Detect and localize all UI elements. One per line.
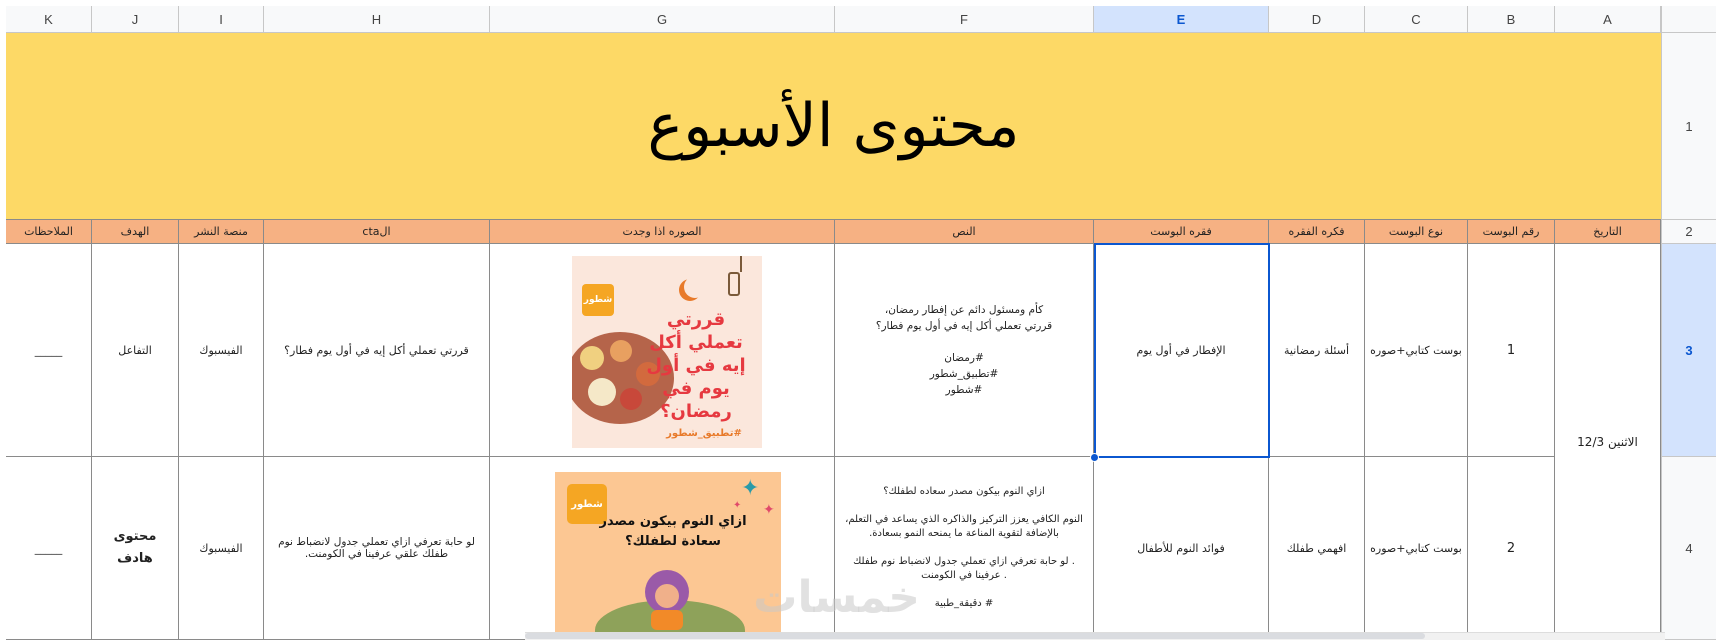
cell-goal-1[interactable]	[92, 244, 179, 457]
scrollbar-thumb[interactable]	[525, 633, 1425, 639]
cell-type-2[interactable]	[1365, 457, 1468, 640]
header-idea[interactable]: فكره الفقره	[1269, 220, 1365, 244]
lantern-icon	[728, 272, 740, 296]
idea-text: افهمي طفلك	[1286, 541, 1347, 555]
cell-notes-2[interactable]	[6, 457, 92, 640]
type-text: بوست كتابي+صوره	[1370, 343, 1462, 357]
segment-text: الإفطار في أول يوم	[1136, 343, 1226, 357]
segment-text: فوائد النوم للأطفال	[1137, 541, 1225, 555]
child-face	[655, 584, 679, 608]
row-header-3[interactable]: 3	[1661, 244, 1716, 457]
number-text: 1	[1506, 342, 1516, 358]
child-illustration	[645, 570, 689, 614]
cell-platform-1[interactable]	[179, 244, 264, 457]
crescent-icon	[684, 276, 706, 298]
column-header-F[interactable]: F	[835, 6, 1094, 33]
date-text: الاثنين 12/3	[1577, 434, 1638, 449]
header-text[interactable]: النص	[835, 220, 1094, 244]
title-cell[interactable]	[6, 33, 1661, 220]
image-headline	[575, 512, 771, 552]
child-shirt	[651, 610, 683, 630]
dish	[580, 346, 604, 370]
corner-cell[interactable]	[1661, 6, 1716, 33]
lantern-icon	[740, 256, 742, 272]
cell-cta-2[interactable]	[264, 457, 490, 640]
column-header-B[interactable]: B	[1468, 6, 1555, 33]
dish	[610, 340, 632, 362]
post-text: ازاي النوم بيكون مصدر سعاده لطفلك؟ النوم الكافي يعزز التركيز والذاكره الذي يساعد في التعلم، بالإضافة لتقوية المناعة ما يمنحه النمو بسعادة. . لو حابة تعرفي ازاي تعملي جدول لانضباط نوم طفلك . عرفينا في الكومنت # دقيقة_طبية	[845, 486, 1083, 609]
row-header-4[interactable]: 4	[1661, 457, 1716, 640]
dish	[588, 378, 616, 406]
cell-notes-1[interactable]	[6, 244, 92, 457]
column-header-G[interactable]: G	[490, 6, 835, 33]
sparkle-icon: ✦	[763, 502, 775, 518]
headline-line: رمضان؟	[660, 401, 732, 422]
header-cta[interactable]: الcta	[264, 220, 490, 244]
page-title: محتوى الأسبوع	[647, 91, 1020, 161]
cell-idea-1[interactable]	[1269, 244, 1365, 457]
column-header-I[interactable]: I	[179, 6, 264, 33]
cell-number-1[interactable]	[1468, 244, 1555, 457]
idea-text: أسئلة رمضانية	[1284, 343, 1350, 357]
post-text: كأم ومسئول دائم عن إفطار رمضان، قررتي تعملي أكل إيه في أول يوم فطار؟ #رمضان #تطبيق_شطور #شطور	[875, 304, 1053, 396]
headline-line: يوم في	[662, 378, 730, 399]
column-header-H[interactable]: H	[264, 6, 490, 33]
headline-line: سعادة لطفلك؟	[625, 534, 721, 549]
type-text: بوست كتابي+صوره	[1370, 541, 1462, 555]
number-text: 2	[1506, 540, 1516, 556]
header-notes[interactable]: الملاحظات	[6, 220, 92, 244]
cta-text: قررتي تعملي أكل إيه في أول يوم فطار؟	[284, 343, 469, 357]
app-logo	[582, 284, 614, 316]
sparkle-icon: ✦	[741, 476, 760, 501]
cell-text-1[interactable]	[835, 244, 1094, 457]
cell-cta-1[interactable]	[264, 244, 490, 457]
cell-idea-2[interactable]	[1269, 457, 1365, 640]
cell-platform-2[interactable]	[179, 457, 264, 640]
logo-text: شطور	[571, 498, 603, 510]
cell-number-2[interactable]	[1468, 457, 1555, 640]
column-header-E[interactable]: E	[1094, 6, 1269, 33]
column-header-K[interactable]: K	[6, 6, 92, 33]
cell-type-1[interactable]	[1365, 244, 1468, 457]
row-header-2[interactable]: 2	[1661, 220, 1716, 244]
header-type[interactable]: نوع البوست	[1365, 220, 1468, 244]
headline-line: ازاي النوم بيكون مصدر	[599, 514, 747, 529]
header-segment[interactable]: فقره البوست	[1094, 220, 1269, 244]
header-date[interactable]: التاريخ	[1555, 220, 1661, 244]
post-image-sleep[interactable]	[555, 472, 781, 640]
cell-goal-2[interactable]	[92, 457, 179, 640]
header-number[interactable]: رقم البوست	[1468, 220, 1555, 244]
post-image-ramadan[interactable]	[572, 256, 762, 448]
column-header-A[interactable]: A	[1555, 6, 1661, 33]
sparkle-icon: ✦	[733, 500, 742, 511]
image-hashtag: #تطبيق_شطور	[666, 428, 742, 439]
column-header-J[interactable]: J	[92, 6, 179, 33]
headline-line: تعملي أكل	[649, 332, 743, 353]
cell-date[interactable]	[1555, 244, 1661, 640]
watermark-text: خمسات	[753, 572, 920, 623]
column-header-C[interactable]: C	[1365, 6, 1468, 33]
notes-text: _____	[34, 343, 63, 357]
header-image[interactable]: الصوره اذا وجدت	[490, 220, 835, 244]
notes-text: _____	[34, 541, 63, 555]
cell-segment-2[interactable]	[1094, 457, 1269, 640]
header-goal[interactable]: الهدف	[92, 220, 179, 244]
cta-text: لو حابة تعرفي ازاي تعملي جدول لانضباط نوم طفلك علقي عرفينا في الكومنت.	[278, 536, 475, 560]
platform-text: الفيسبوك	[199, 541, 243, 555]
fill-handle[interactable]	[1090, 453, 1099, 462]
row-header-1[interactable]: 1	[1661, 33, 1716, 220]
platform-text: الفيسبوك	[199, 343, 243, 357]
goal-text: التفاعل	[118, 343, 152, 357]
header-platform[interactable]: منصة النشر	[179, 220, 264, 244]
goal-text: محتوى هادف	[113, 529, 157, 566]
headline-line: إيه في أول	[646, 355, 746, 376]
logo-text: شطور	[583, 295, 613, 305]
headline-line: قررتي	[666, 309, 726, 330]
image-headline	[634, 308, 758, 423]
selected-cell-outline	[1094, 243, 1270, 458]
column-header-D[interactable]: D	[1269, 6, 1365, 33]
